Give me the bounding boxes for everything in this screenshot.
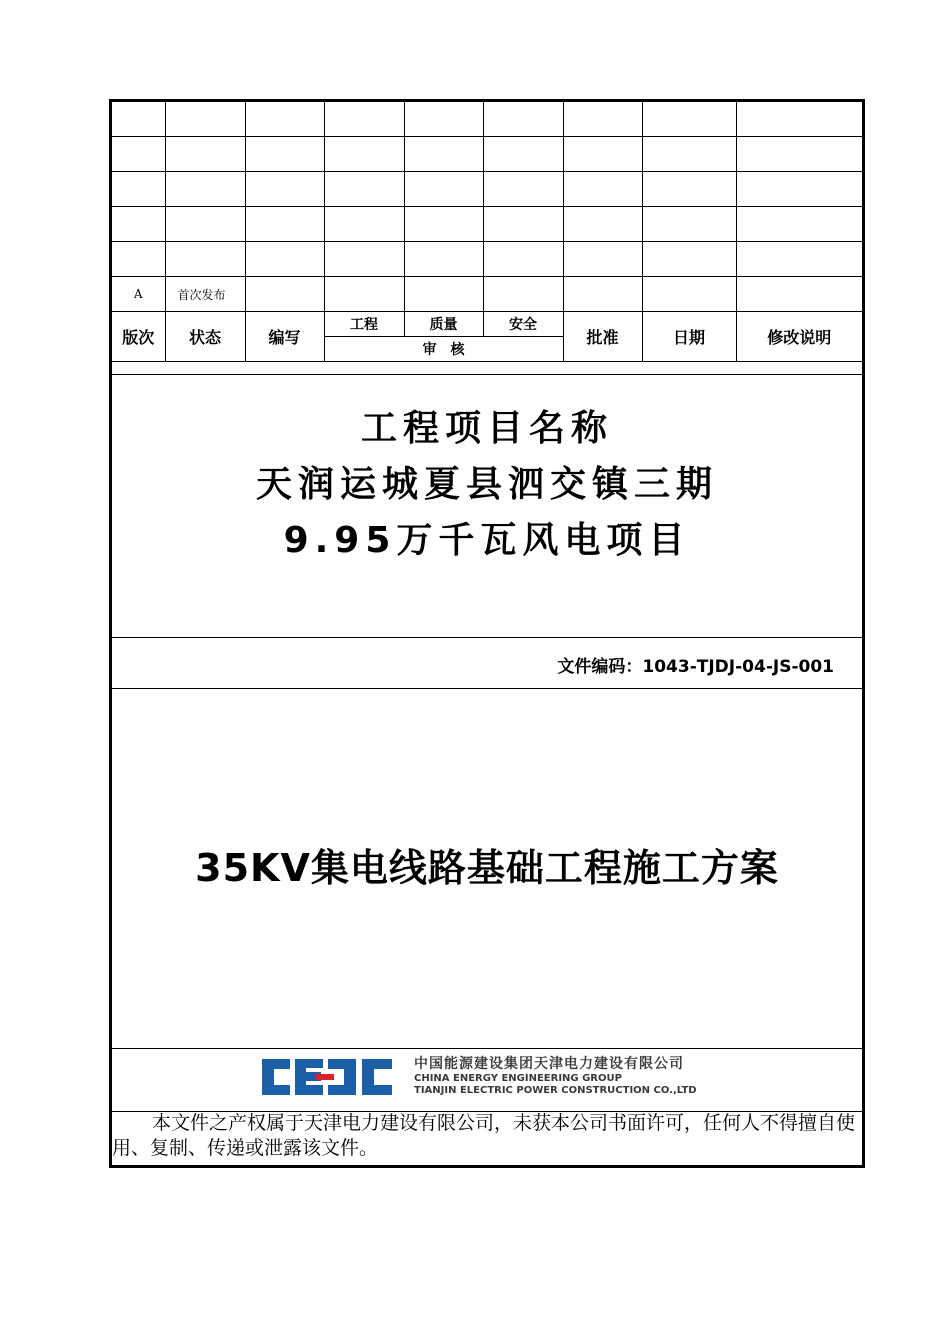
project-title-line-2: 天润运城夏县泗交镇三期 — [255, 464, 718, 505]
header-safety: 安全 — [483, 312, 563, 337]
header-version: 版次 — [112, 312, 165, 362]
header-approve: 批准 — [563, 312, 642, 362]
project-title-block — [112, 374, 862, 638]
revision-row-empty — [112, 207, 862, 242]
project-title-line-1: 工程项目名称 — [360, 408, 613, 449]
ceec-logo-icon — [260, 1055, 394, 1099]
header-review: 审 核 — [324, 337, 563, 362]
header-engineering: 工程 — [324, 312, 404, 337]
copyright-notice: 本文件之产权属于天津电力建设有限公司，未获本公司书面许可，任何人不得擅自使用、复制、传递或泄露该文件。 — [112, 1112, 856, 1159]
company-name-en-1: CHINA ENERGY ENGINEERING GROUP — [414, 1073, 622, 1084]
revision-row-empty — [112, 102, 862, 137]
header-date: 日期 — [642, 312, 736, 362]
company-row — [112, 1048, 862, 1112]
main-title: 35KV集电线路基础工程施工方案 — [195, 846, 779, 890]
document-frame — [109, 99, 865, 1168]
company-name-cn: 中国能源建设集团天津电力建设有限公司 — [414, 1056, 684, 1072]
company-name-en-2: TIANJIN ELECTRIC POWER CONSTRUCTION CO.,LTD — [414, 1085, 697, 1096]
revision-row-empty — [112, 172, 862, 207]
header-author: 编写 — [245, 312, 324, 362]
header-change-note: 修改说明 — [736, 312, 862, 362]
revision-row-empty — [112, 137, 862, 172]
revision-row-a — [112, 277, 862, 312]
document-code: 文件编码：1043-TJDJ-04-JS-001 — [557, 657, 834, 677]
project-title-line-3: 9.95万千瓦风电项目 — [283, 520, 691, 561]
header-status: 状态 — [165, 312, 245, 362]
company-name — [414, 1055, 697, 1097]
revision-version: A — [112, 277, 165, 312]
revision-row-empty — [112, 242, 862, 277]
document-code-row — [112, 637, 862, 689]
header-quality: 质量 — [404, 312, 483, 337]
revision-table — [112, 102, 862, 362]
revision-status: 首次发布 — [165, 277, 245, 312]
